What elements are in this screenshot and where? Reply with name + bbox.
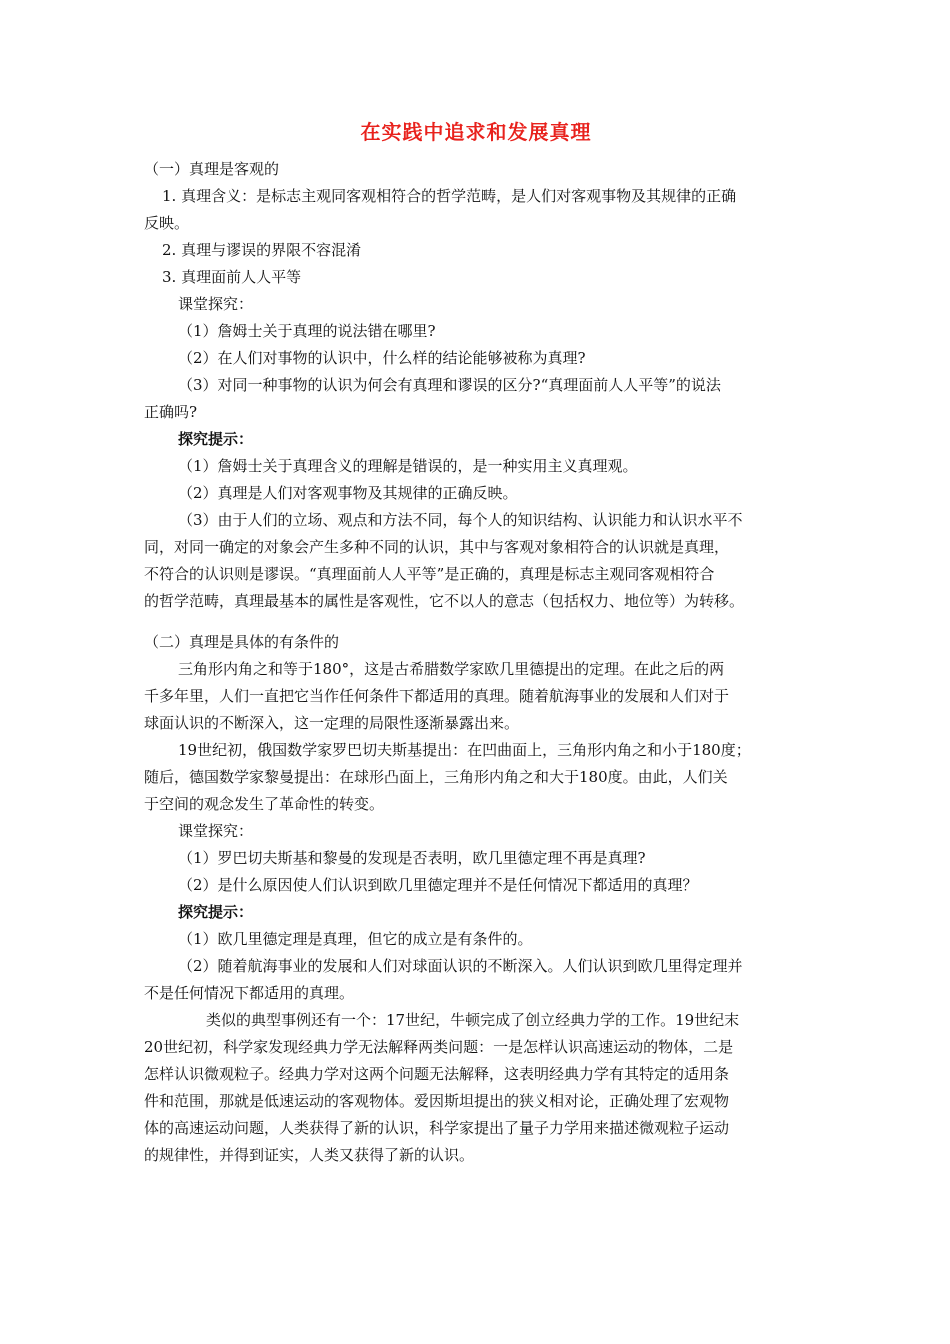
section1-hint-label: 探究提示：: [178, 430, 254, 448]
section1-heading: （一）真理是客观的: [144, 160, 280, 178]
section1-question-2: （2）在人们对事物的认识中，什么样的结论能够被称为真理?: [178, 349, 586, 367]
section2-paragraph1-line1: 三角形内角之和等于180°，这是古希腊数学家欧几里德提出的定理。在此之后的两: [178, 660, 725, 678]
section2-paragraph1-line2: 千多年里，人们一直把它当作任何条件下都适用的真理。随着航海事业的发展和人们对于: [144, 687, 730, 705]
section2-answer-2-line2: 不是任何情况下都适用的真理。: [144, 984, 355, 1002]
section1-item3: 3. 真理面前人人平等: [162, 268, 302, 286]
section2-paragraph2-line1: 19世纪初，俄国数学家罗巴切夫斯基提出：在凹曲面上，三角形内角之和小于180度；: [178, 741, 751, 759]
section1-item2: 2. 真理与谬误的界限不容混淆: [162, 241, 362, 259]
section2-paragraph1-line3: 球面认识的不断深入，这一定理的局限性逐渐暴露出来。: [144, 714, 520, 732]
section2-hint-label: 探究提示：: [178, 903, 254, 921]
section1-answer-3-line1: （3）由于人们的立场、观点和方法不同，每个人的知识结构、认识能力和认识水平不: [178, 511, 743, 529]
section1-answer-3-line3: 不符合的认识则是谬误。“真理面前人人平等”是正确的，真理是标志主观同客观相符合: [144, 565, 715, 583]
section1-question-3-line2: 正确吗?: [144, 403, 198, 421]
section2-question-1: （1）罗巴切夫斯基和黎曼的发现是否表明，欧几里德定理不再是真理?: [178, 849, 646, 867]
section1-question-3-line1: （3）对同一种事物的认识为何会有真理和谬误的区分?“真理面前人人平等”的说法: [178, 376, 721, 394]
document-page: [144, 118, 808, 1169]
section2-paragraph3-line1: 类似的典型事例还有一个：17世纪，牛顿完成了创立经典力学的工作。19世纪末: [206, 1011, 740, 1029]
section1-answer-2: （2）真理是人们对客观事物及其规律的正确反映。: [178, 484, 518, 502]
section2-explore-label: 课堂探究：: [178, 822, 254, 840]
section1-explore-label: 课堂探究：: [178, 295, 254, 313]
section2-paragraph2-line2: 随后，德国数学家黎曼提出：在球形凸面上，三角形内角之和大于180度。由此，人们关: [144, 768, 728, 786]
section2-answer-2-line1: （2）随着航海事业的发展和人们对球面认识的不断深入。人们认识到欧几里得定理并: [178, 957, 743, 975]
section1-item1: 1. 真理含义：是标志主观同客观相符合的哲学范畴，是人们对客观事物及其规律的正确: [162, 187, 737, 205]
section2-heading: （二）真理是具体的有条件的: [144, 633, 340, 651]
section2-paragraph3-line6: 的规律性，并得到证实，人类又获得了新的认识。: [144, 1146, 475, 1164]
section2-paragraph2-line3: 于空间的观念发生了革命性的转变。: [144, 795, 385, 813]
section2-paragraph3-line4: 件和范围，那就是低速运动的客观物体。爱因斯坦提出的狭义相对论，正确处理了宏观物: [144, 1092, 730, 1110]
section1-answer-3-line4: 的哲学范畴，真理最基本的属性是客观性，它不以人的意志（包括权力、地位等）为转移。: [144, 592, 745, 610]
section1-item1-cont: 反映。: [144, 214, 190, 232]
section1-answer-3-line2: 同，对同一确定的对象会产生多种不同的认识，其中与客观对象相符合的认识就是真理，: [144, 538, 730, 556]
section1-question-1: （1）詹姆士关于真理的说法错在哪里?: [178, 322, 436, 340]
section2-question-2: （2）是什么原因使人们认识到欧几里德定理并不是任何情况下都适用的真理？: [178, 876, 698, 894]
section2-paragraph3-line5: 体的高速运动问题，人类获得了新的认识，科学家提出了量子力学用来描述微观粒子运动: [144, 1119, 730, 1137]
section2-paragraph3-line2: 20世纪初，科学家发现经典力学无法解释两类问题：一是怎样认识高速运动的物体，二是: [144, 1038, 734, 1056]
section-gap: [144, 615, 808, 629]
section1-answer-1: （1）詹姆士关于真理含义的理解是错误的，是一种实用主义真理观。: [178, 457, 638, 475]
document-title: 在实践中追求和发展真理: [360, 120, 592, 144]
section2-answer-1: （1）欧几里德定理是真理，但它的成立是有条件的。: [178, 930, 533, 948]
section2-paragraph3-line3: 怎样认识微观粒子。经典力学对这两个问题无法解释，这表明经典力学有其特定的适用条: [144, 1065, 730, 1083]
